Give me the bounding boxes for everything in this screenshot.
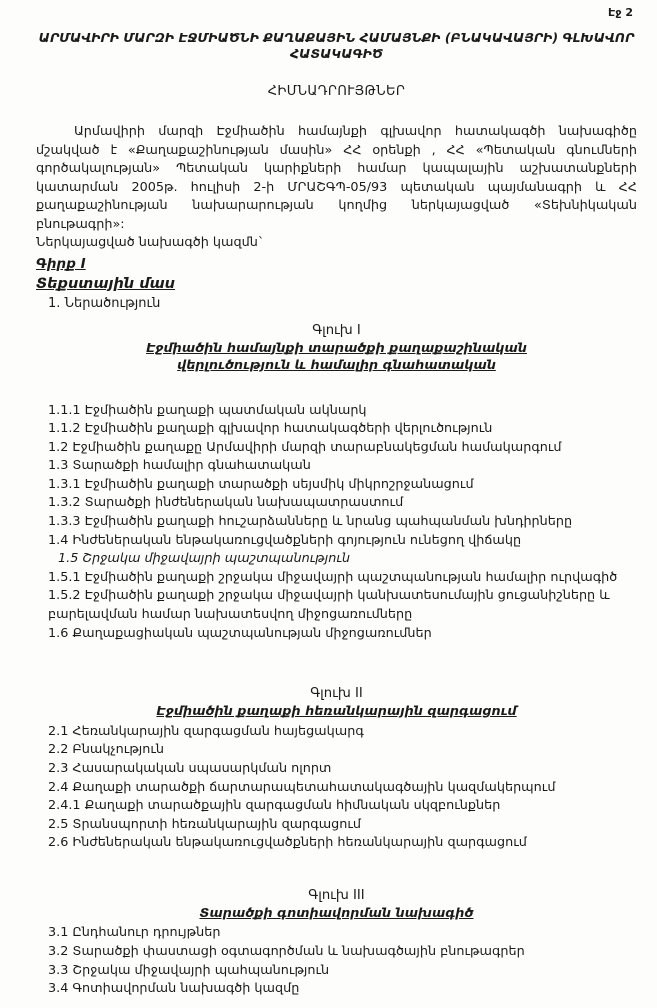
book-part-title: Տեքստային մաս [36, 275, 176, 292]
toc-item: 1.6 Քաղաքացիական պաշտպանության միջոցառումներ [48, 625, 432, 641]
chapter-3-title: Տարածքի գոտիավորման նախագիծ [199, 905, 474, 921]
toc-item: 1.1.1 Էջմիածին քաղաքի պատմական ակնարկ [48, 402, 367, 418]
chapter-1-items [36, 402, 637, 644]
toc-item-introduction: 1. Ներածություն [48, 295, 161, 311]
toc-item: 1.4 Ինժեներական ենթակառուցվածքների գոյություն ունեցող վիճակը [48, 532, 522, 548]
document-title: ԱՐՄԱՎԻՐԻ ՄԱՐԶԻ ԷՋՄԻԱԾՆԻ ՔԱՂԱՔԱՅԻՆ ՀԱՄԱՅՆՔԻ (ԲՆԱԿԱՎԱՅՐԻ) ԳԼԽԱՎՈՐ ՀԱՏԱԿԱԳԻԾ [38, 30, 635, 61]
document-subtitle: ՀԻՄՆԱԴՐՈՒՅԹՆԵՐ [267, 84, 406, 99]
chapter-1-title: Էջմիածին համայնքի տարածքի քաղաքաշինական վերլուծություն և համալիր գնահատական [146, 340, 527, 373]
toc-item: 1.3 Տարածքի համալիր գնահատական [48, 458, 311, 474]
chapter-1-heading: Գլուխ I [312, 322, 361, 338]
toc-item: 2.4 Քաղաքի տարածքի ճարտարապետահատակագծային կազմակերպում [48, 779, 556, 795]
toc-item: 2.5 Տրանսպորտի հեռանկարային զարգացում [48, 816, 362, 832]
composition-line: Ներկայացված նախագծի կազմն` [36, 235, 265, 250]
toc-item: 1.2 Էջմիածին քաղաքը Արմավիրի մարզի տարաբնակեցման համակարգում [48, 439, 562, 455]
toc-item: 2.1 Հեռանկարային զարգացման հայեցակարգ [48, 723, 364, 739]
toc-item: 1.5.1 Էջմիածին քաղաքի շրջակա միջավայրի պաշտպանության համալիր ուրվագիծ [48, 569, 618, 585]
intro-paragraph: Արմավիրի մարզի Էջմիածին համայնքի գլխավոր հատակագծի նախագիծը մշակված է «Քաղաքաշինության մասին» ՀՀ օրենքի , ՀՀ «Պետական գնումների գործակալության» Պետական կարիքների համար կապալային աշխատանքների կատարման 2005թ. հուլիսի 2-ի ՄՐԱՇԳՊ-05/93 պետական պայմանագրի և ՀՀ քաղաքաշինության նախարարության կողմից ներկայացված «Տեխնիկական բնութագրի»: [36, 124, 637, 232]
toc-item: 2.6 Ինժեներական ենթակառուցվածքների հեռանկարային զարգացում [48, 835, 527, 851]
toc-item: 3.3 Շրջակա միջավայրի պահպանություն [48, 962, 330, 978]
chapter-2-title: Էջմիածին քաղաքի հեռանկարային զարգացում [156, 704, 517, 720]
toc-item: 3.1 Ընդհանուր դրույթներ [48, 925, 221, 941]
chapter-2-heading: Գլուխ II [310, 686, 363, 702]
chapter-3 [36, 887, 637, 999]
toc-item: 3.4 Գոտիավորման նախագծի կազմը [48, 981, 300, 997]
chapter-1 [36, 322, 637, 644]
toc-item: 1.1.2 Էջմիածին քաղաքի գլխավոր հատակագծերի վերլուծություն [48, 421, 493, 437]
toc-item: 1.3.2 Տարածքի ինժեներական նախապատրաստում [48, 495, 404, 511]
chapter-2-items [36, 723, 637, 853]
toc-item: 1.3.1 Էջմիածին քաղաքի տարածքի սեյսմիկ միկրոշրջանացում [48, 476, 474, 492]
toc-item: 2.3 Հասարակական սպասարկման ոլորտ [48, 760, 332, 776]
chapter-2 [36, 685, 637, 853]
toc-item: 1.5 Շրջակա միջավայրի պաշտպանություն [58, 551, 351, 567]
toc-item: 3.2 Տարածքի փաստացի օգտագործման և նախագծային բնութագրեր [48, 943, 525, 959]
toc-item: 2.4.1 Քաղաքի տարածքային զարգացման հիմնական սկզբունքներ [48, 798, 501, 814]
toc-item: 2.2 Բնակչություն [48, 742, 165, 758]
book-label: Գիրք I [36, 255, 86, 272]
toc-item: 1.3.3 Էջմիածին քաղաքի հուշարձանները և նրանց պահպանման խնդիրները [48, 514, 573, 530]
chapter-3-heading: Գլուխ III [308, 887, 365, 903]
page-number: Էջ 2 [608, 6, 633, 19]
chapter-3-items [36, 924, 637, 998]
toc-item: 1.5.2 Էջմիածին քաղաքի շրջակա միջավայրի կանխատեսումային ցուցանիշները և բարելավման համար նախատեսվող միջոցառումները [48, 588, 610, 623]
